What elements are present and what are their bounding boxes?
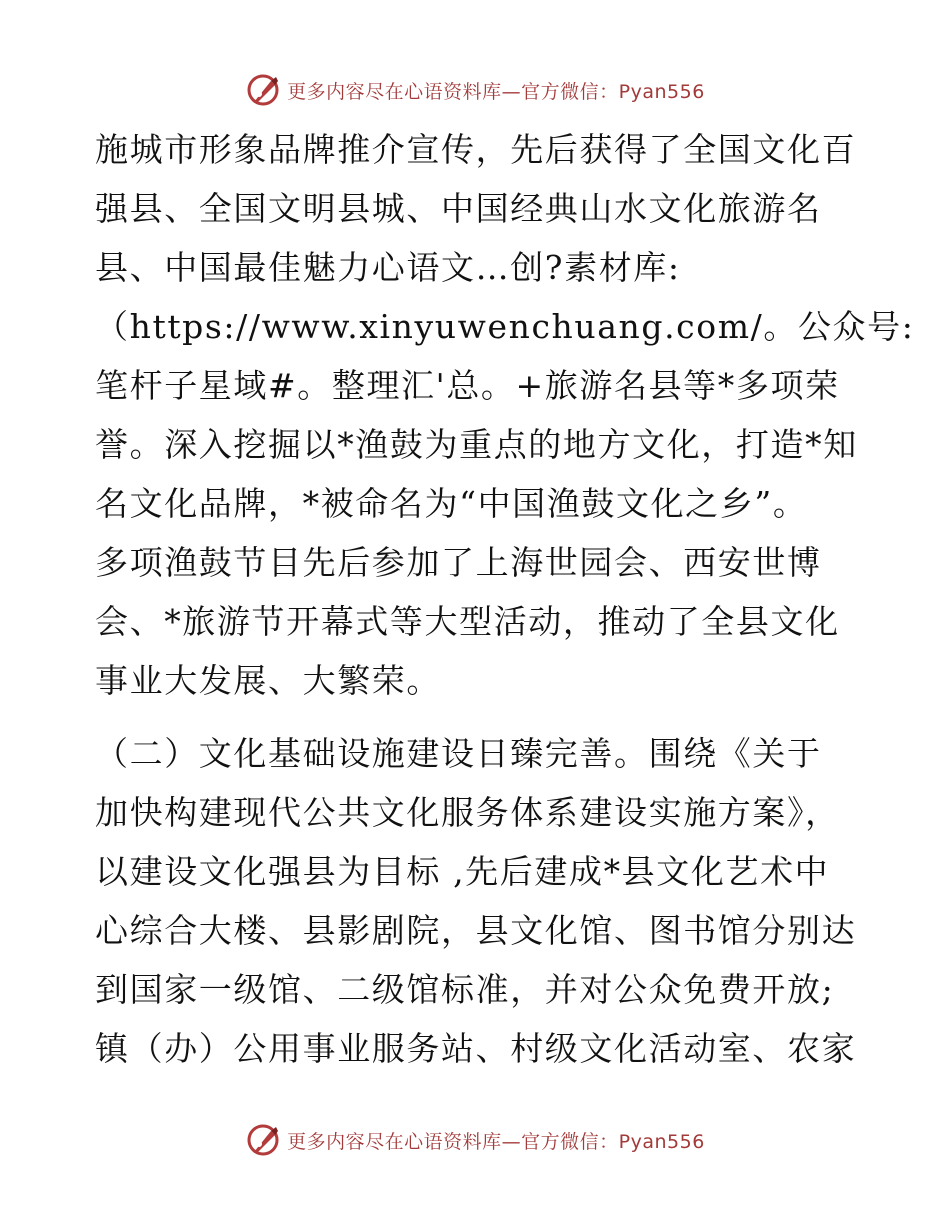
- text-line: 施城市形象品牌推介宣传，先后获得了全国文化百: [95, 130, 857, 169]
- text-line: 名文化品牌，*被命名为“中国渔鼓文化之乡”。: [95, 484, 808, 523]
- header-banner: [0, 70, 950, 110]
- text-line: 笔杆子星域#。整理汇'总。+旅游名县等*多项荣: [95, 366, 840, 405]
- text-line: （二）文化基础设施建设日臻完善。围绕《关于: [95, 734, 822, 773]
- text-line: 多项渔鼓节目先后参加了上海世园会、西安世博: [95, 543, 822, 582]
- text-line: 镇（办）公用事业服务站、村级文化活动室、农家: [95, 1029, 857, 1068]
- text-line: （https://www.xinyuwenchuang.com/。公众号:: [95, 307, 915, 346]
- footer-banner: [0, 1120, 950, 1160]
- text-line: 强县、全国文明县城、中国经典山水文化旅游名: [95, 189, 822, 228]
- paragraph-2: [95, 724, 865, 1078]
- banner-text: 更多内容尽在心语资料库—官方微信：Pyan556: [287, 80, 705, 103]
- text-line: 县、中国最佳魅力心语文…创?素材库:: [95, 248, 681, 287]
- pen-nib-logo-icon: [245, 72, 281, 108]
- text-line: 到国家一级馆、二级馆标准，并对公众免费开放;: [95, 970, 835, 1009]
- banner-text: 更多内容尽在心语资料库—官方微信：Pyan556: [287, 1130, 705, 1153]
- text-line: 誉。深入挖掘以*渔鼓为重点的地方文化，打造*知: [95, 425, 858, 464]
- text-line: 事业大发展、大繁荣。: [95, 661, 441, 700]
- document-body: [95, 120, 915, 1120]
- text-line: 会、*旅游节开幕式等大型活动，推动了全县文化: [95, 602, 840, 641]
- paragraph-1: [95, 120, 915, 710]
- text-line: 以建设文化强县为目标 ,先后建成*县文化艺术中: [95, 852, 830, 891]
- pen-nib-logo-icon: [245, 1122, 281, 1158]
- text-line: 心综合大楼、县影剧院，县文化馆、图书馆分别达: [95, 911, 857, 950]
- text-line: 加快构建现代公共文化服务体系建设实施方案》，: [95, 793, 840, 832]
